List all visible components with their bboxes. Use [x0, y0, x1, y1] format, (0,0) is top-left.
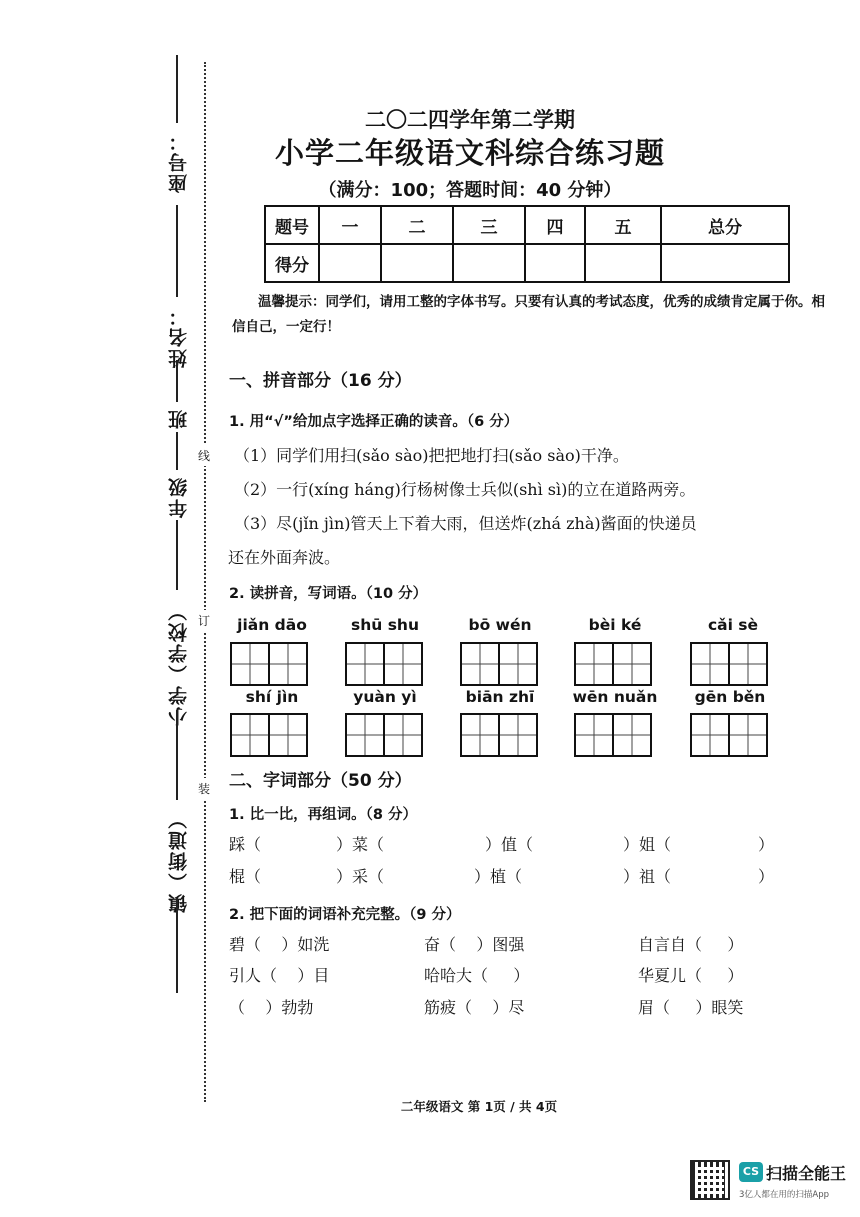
- pinyin-label: biān zhī: [465, 688, 535, 706]
- town-lower-underline: [176, 898, 178, 993]
- tian-grid[interactable]: [690, 713, 768, 757]
- camscanner-tagline: 3亿人都在用的扫描App: [739, 1190, 830, 1200]
- compare-cell: ）植（: [474, 867, 523, 886]
- school-underline: [176, 520, 178, 590]
- compare-cell: ）菜（: [336, 835, 385, 854]
- compare-cell: 踩（: [229, 835, 262, 854]
- compare-cell: ）: [758, 835, 775, 854]
- grid-cell[interactable]: [690, 642, 730, 686]
- idiom-item: 自言自（ ）: [638, 935, 744, 954]
- compare-cell: 棍（: [229, 867, 262, 886]
- tian-grid[interactable]: [345, 642, 423, 686]
- grid-cell[interactable]: [345, 713, 385, 757]
- grid-cell[interactable]: [574, 713, 614, 757]
- score-cell: 一: [319, 206, 381, 244]
- pinyin-label: wēn nuǎn: [572, 688, 658, 706]
- tian-grid[interactable]: [574, 642, 652, 686]
- cut-mark-line: 线: [198, 445, 210, 466]
- idiom-item: 引人（ ）目: [229, 966, 330, 985]
- tian-grid[interactable]: [574, 713, 652, 757]
- compare-cell: ）祖（: [623, 867, 672, 886]
- idiom-item: 筋疲（ ）尽: [424, 998, 525, 1017]
- pinyin-label: cǎi sè: [707, 616, 759, 634]
- score-input-cell[interactable]: [585, 244, 661, 282]
- pinyin-label: yuàn yì: [353, 688, 417, 706]
- idiom-item: 碧（ ）如洗: [229, 935, 330, 954]
- compare-cell: ）: [758, 867, 775, 886]
- cut-mark-zhuang: 装: [198, 778, 210, 799]
- seat-label: 座号：: [168, 130, 190, 193]
- page-footer: 二年级语文 第 1页 / 共 4页: [400, 1099, 558, 1114]
- grid-cell[interactable]: [270, 713, 308, 757]
- grid-cell[interactable]: [230, 713, 270, 757]
- score-input-cell[interactable]: [319, 244, 381, 282]
- exam-title: 小学二年级语文科综合练习题: [274, 136, 665, 170]
- score-cell: 总分: [661, 206, 789, 244]
- grid-cell[interactable]: [345, 642, 385, 686]
- pinyin-label: bō wén: [468, 616, 532, 634]
- town-underline: [176, 710, 178, 800]
- class-underline: [176, 360, 178, 402]
- warm-tip: 温馨提示：同学们，请用工整的字体书写。只要有认真的考试态度，优秀的成绩肯定属于你。相信自己，一定行！: [232, 294, 825, 335]
- section1-q1-line4: 还在外面奔波。: [228, 548, 341, 567]
- school-label: 小学（学校）: [168, 600, 190, 726]
- grid-cell[interactable]: [500, 713, 538, 757]
- grid-cell[interactable]: [385, 713, 423, 757]
- grid-cell[interactable]: [690, 713, 730, 757]
- section1-title: 一、拼音部分（16 分）: [229, 371, 412, 391]
- tian-grid[interactable]: [460, 713, 538, 757]
- tian-grid[interactable]: [460, 642, 538, 686]
- pinyin-label: jiǎn dāo: [237, 616, 307, 634]
- cut-mark-ding: 订: [198, 610, 210, 631]
- grid-cell[interactable]: [385, 642, 423, 686]
- pinyin-label: shí jìn: [245, 688, 299, 706]
- name-underline: [176, 205, 178, 297]
- score-input-cell[interactable]: [661, 244, 789, 282]
- score-cell: 二: [381, 206, 453, 244]
- section2-q1-title: 1. 比一比，再组词。（8 分）: [229, 807, 418, 823]
- grid-cell[interactable]: [230, 642, 270, 686]
- score-input-cell[interactable]: [381, 244, 453, 282]
- grid-cell[interactable]: [500, 642, 538, 686]
- idiom-item: 华夏儿（ ）: [638, 966, 744, 985]
- pinyin-label: shū shu: [351, 616, 419, 634]
- grid-cell[interactable]: [614, 713, 652, 757]
- camscanner-logo: CS: [739, 1162, 763, 1182]
- pinyin-label: bèi ké: [588, 616, 642, 634]
- score-value-row: [265, 244, 789, 282]
- idiom-item: 哈哈大（ ）: [424, 966, 530, 985]
- grid-cell[interactable]: [270, 642, 308, 686]
- score-header-row: [265, 206, 789, 244]
- grid-cell[interactable]: [460, 713, 500, 757]
- section2-q2-title: 2. 把下面的词语补充完整。（9 分）: [229, 907, 461, 923]
- score-cell: 得分: [265, 244, 319, 282]
- qr-code-icon: [690, 1160, 730, 1200]
- tian-grid[interactable]: [690, 642, 768, 686]
- section1-q1-line1: （1）同学们用扫(sǎo sào)把把地打扫(sǎo sào)干净。: [234, 446, 629, 465]
- grid-cell[interactable]: [460, 642, 500, 686]
- grid-cell[interactable]: [614, 642, 652, 686]
- grid-cell[interactable]: [730, 642, 768, 686]
- idiom-item: 眉（ ）眼笑: [638, 998, 744, 1017]
- idiom-item: （ ）勃勃: [229, 998, 314, 1017]
- section1-q2-title: 2. 读拼音，写词语。（10 分）: [229, 586, 428, 602]
- score-input-cell[interactable]: [525, 244, 585, 282]
- grid-cell[interactable]: [574, 642, 614, 686]
- section1-q1-title: 1. 用“√”给加点字选择正确的读音。（6 分）: [229, 414, 519, 430]
- compare-cell: ）姐（: [623, 835, 672, 854]
- score-input-cell[interactable]: [453, 244, 525, 282]
- section1-q1-line3: （3）尽(jǐn jìn)管天上下着大雨，但送炸(zhá zhà)酱面的快递员: [234, 514, 697, 533]
- score-cell: 五: [585, 206, 661, 244]
- class-label: 班: [168, 408, 190, 429]
- term-heading: 二〇二四学年第二学期: [365, 107, 575, 132]
- compare-cell: ）值（: [485, 835, 534, 854]
- grade-label: 年级: [168, 476, 190, 518]
- score-cell: 题号: [265, 206, 319, 244]
- exam-subtitle: （满分：100；答题时间：40 分钟）: [318, 180, 622, 201]
- score-cell: 四: [525, 206, 585, 244]
- camscanner-name: 扫描全能王: [766, 1164, 847, 1183]
- pinyin-label: gēn běn: [694, 688, 766, 706]
- section2-title: 二、字词部分（50 分）: [229, 771, 412, 791]
- idiom-item: 奋（ ）图强: [424, 935, 525, 954]
- town-label: 镇（街道）: [168, 808, 190, 913]
- score-table: [264, 205, 790, 283]
- section1-q1-line2: （2）一行(xíng háng)行杨树像士兵似(shì sì)的立在道路两旁。: [234, 480, 696, 499]
- tian-grid[interactable]: [230, 642, 308, 686]
- name-label: 姓名：: [168, 305, 190, 368]
- compare-cell: ）采（: [336, 867, 385, 886]
- grade-underline: [176, 432, 178, 470]
- score-cell: 三: [453, 206, 525, 244]
- grid-cell[interactable]: [730, 713, 768, 757]
- binding-dotted-line: [204, 62, 206, 1102]
- tian-grid[interactable]: [345, 713, 423, 757]
- tian-grid[interactable]: [230, 713, 308, 757]
